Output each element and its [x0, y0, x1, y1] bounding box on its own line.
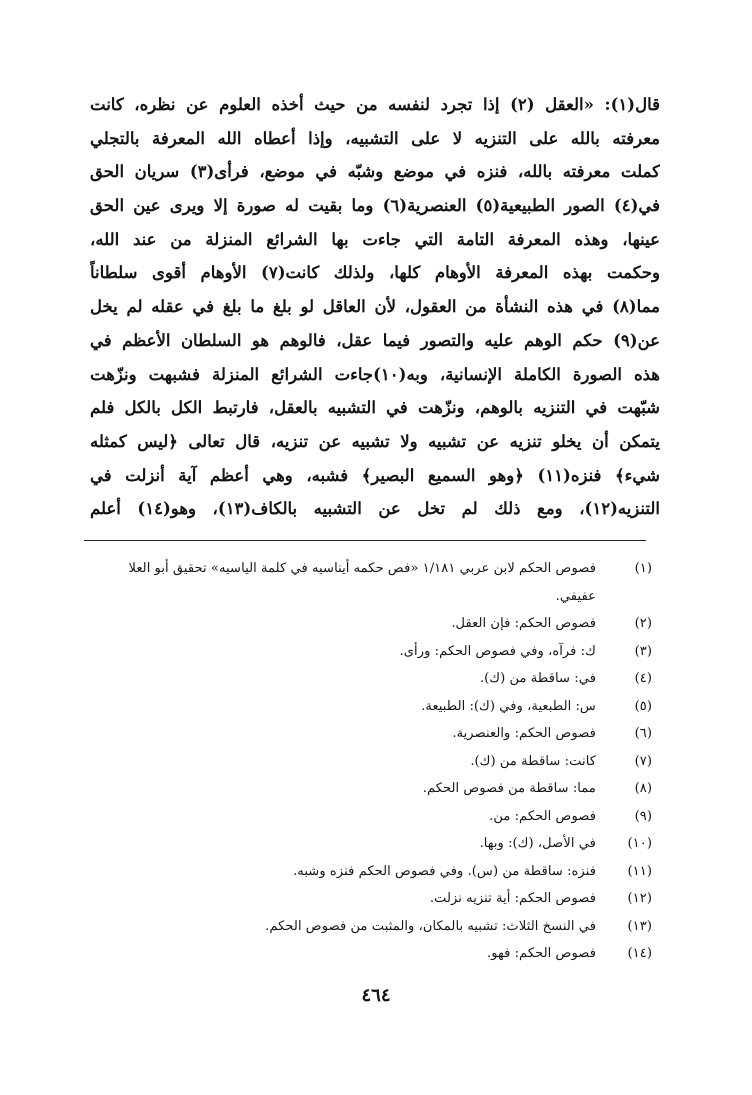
footnote-separator — [84, 540, 646, 541]
text-line: عن(٩) حكم الوهم عليه والتصور فيما عقل، فالوهم هو السلطان الأعظم في — [90, 330, 660, 350]
footnote-number: (٧) — [634, 753, 652, 769]
footnote-text: فصوص الحكم: فهو. — [487, 946, 596, 961]
footnote — [92, 858, 652, 886]
text-line: في(٤) الصور الطبيعية(٥) العنصرية(٦) وما بقيت له صورة إلا ويرى عين الحق — [90, 196, 660, 216]
footnote-text: فصوص الحكم لابن عربي ١/١٨١ «فص حكمه أيناسيه في كلمة الياسيه» تحقيق أبو العلا عفيفي. — [128, 561, 596, 604]
footnote-text: فنزه: ساقطة من (س). وفي فصوص الحكم فنزه وشبه. — [293, 863, 596, 879]
footnote — [92, 638, 652, 666]
footnote — [92, 610, 652, 638]
footnote-text: س: الطبعية، وفي (ك): الطبيعة. — [421, 698, 596, 714]
footnote-number: (١٢) — [627, 891, 652, 906]
text-line: قال(١): «العقل (٢) إذا تجرد لنفسه من حيث أخذه العلوم عن نظره، كانت — [90, 95, 660, 114]
footnote-text: ك: فرآه، وفي فصوص الحكم: ورأى. — [399, 643, 596, 659]
footnote-text: مما: ساقطة من فصوص الحكم. — [422, 781, 596, 796]
footnote-number: (٦) — [634, 726, 652, 741]
footnote — [92, 885, 652, 913]
footnote-text: فصوص الحكم: من. — [489, 808, 596, 824]
footnote-text: فصوص الحكم: والعنصرية. — [452, 726, 596, 741]
footnote — [92, 775, 652, 803]
footnote-text: في الأصل، (ك): وبها. — [479, 836, 596, 851]
footnote — [92, 830, 652, 858]
footnote — [92, 555, 652, 610]
footnote-number: (١٠) — [627, 836, 652, 851]
footnote — [92, 803, 652, 831]
text-line: معرفته بالله على التنزيه لا على التشبيه، وإذا أعطاه الله المعرفة بالتجلي — [90, 128, 660, 148]
footnote — [92, 693, 652, 721]
footnote-number: (٤) — [634, 671, 652, 686]
text-line: هذه الصورة الكاملة الإنسانية، وبه(١٠)جاءت الشرائع المنزلة فشبهت ونزّهت — [90, 364, 660, 384]
footnote-number: (٢) — [634, 616, 652, 631]
page-number: ٤٦٤ — [361, 985, 391, 1006]
text-line: شبّهت في التنزيه بالوهم، ونزّهت في التشبيه بالعقل، فارتبط الكل بالكل فلم — [90, 398, 660, 418]
text-line: مما(٨) في هذه النشأة من العقول، لأن العاقل لو بلغ ما بلغ في عقله لم يخل — [90, 297, 660, 317]
text-line: يتمكن أن يخلو تنزيه عن تشبيه ولا تشبيه عن تنزيه، قال تعالى ﴿ليس كمثله — [90, 431, 660, 451]
main-text — [90, 88, 660, 526]
text-line: عينها، وهذه المعرفة التامة التي جاءت بها الشرائع المنزلة من عند الله، — [90, 229, 660, 249]
footnote-text: فصوص الحكم: فإن العقل. — [451, 616, 596, 631]
footnote — [92, 940, 652, 968]
footnote — [92, 720, 652, 748]
text-line: التنزيه(١٢)، ومع ذلك لم تخل عن التشبيه بالكاف(١٣)، وهو(١٤) أعلم — [90, 499, 660, 519]
footnote-text: في النسخ الثلاث: تشبيه بالمكان، والمثبت من فصوص الحكم. — [265, 918, 596, 934]
text-line: وحكمت بهذه المعرفة الأوهام كلها، ولذلك كانت(٧) الأوهام أقوى سلطاناً — [90, 263, 660, 283]
footnote-number: (١٣) — [627, 918, 652, 934]
footnote-number: (٨) — [634, 781, 652, 796]
footnote — [92, 665, 652, 693]
footnote-number: (٣) — [634, 643, 652, 659]
footnote — [92, 748, 652, 776]
text-line: كملت معرفته بالله، فنزه في موضع وشبّه في موضع، فرأى(٣) سريان الحق — [90, 162, 660, 182]
footnote-number: (١) — [634, 561, 652, 576]
footnote-number: (٩) — [634, 808, 652, 824]
footnote — [92, 913, 652, 941]
footnote-text: فصوص الحكم: أية تنزيه نزلت. — [429, 891, 596, 906]
footnote-text: في: ساقطة من (ك). — [479, 671, 596, 686]
footnote-number: (١١) — [627, 863, 652, 879]
footnote-number: (١٤) — [627, 946, 652, 961]
text-line: شيء﴾ فنزه(١١) ﴿وهو السميع البصير﴾ فشبه، وهي أعظم آية أنزلت في — [90, 465, 660, 485]
footnotes — [92, 555, 652, 968]
footnote-text: كانت: ساقطة من (ك). — [470, 753, 596, 769]
footnote-number: (٥) — [634, 698, 652, 714]
